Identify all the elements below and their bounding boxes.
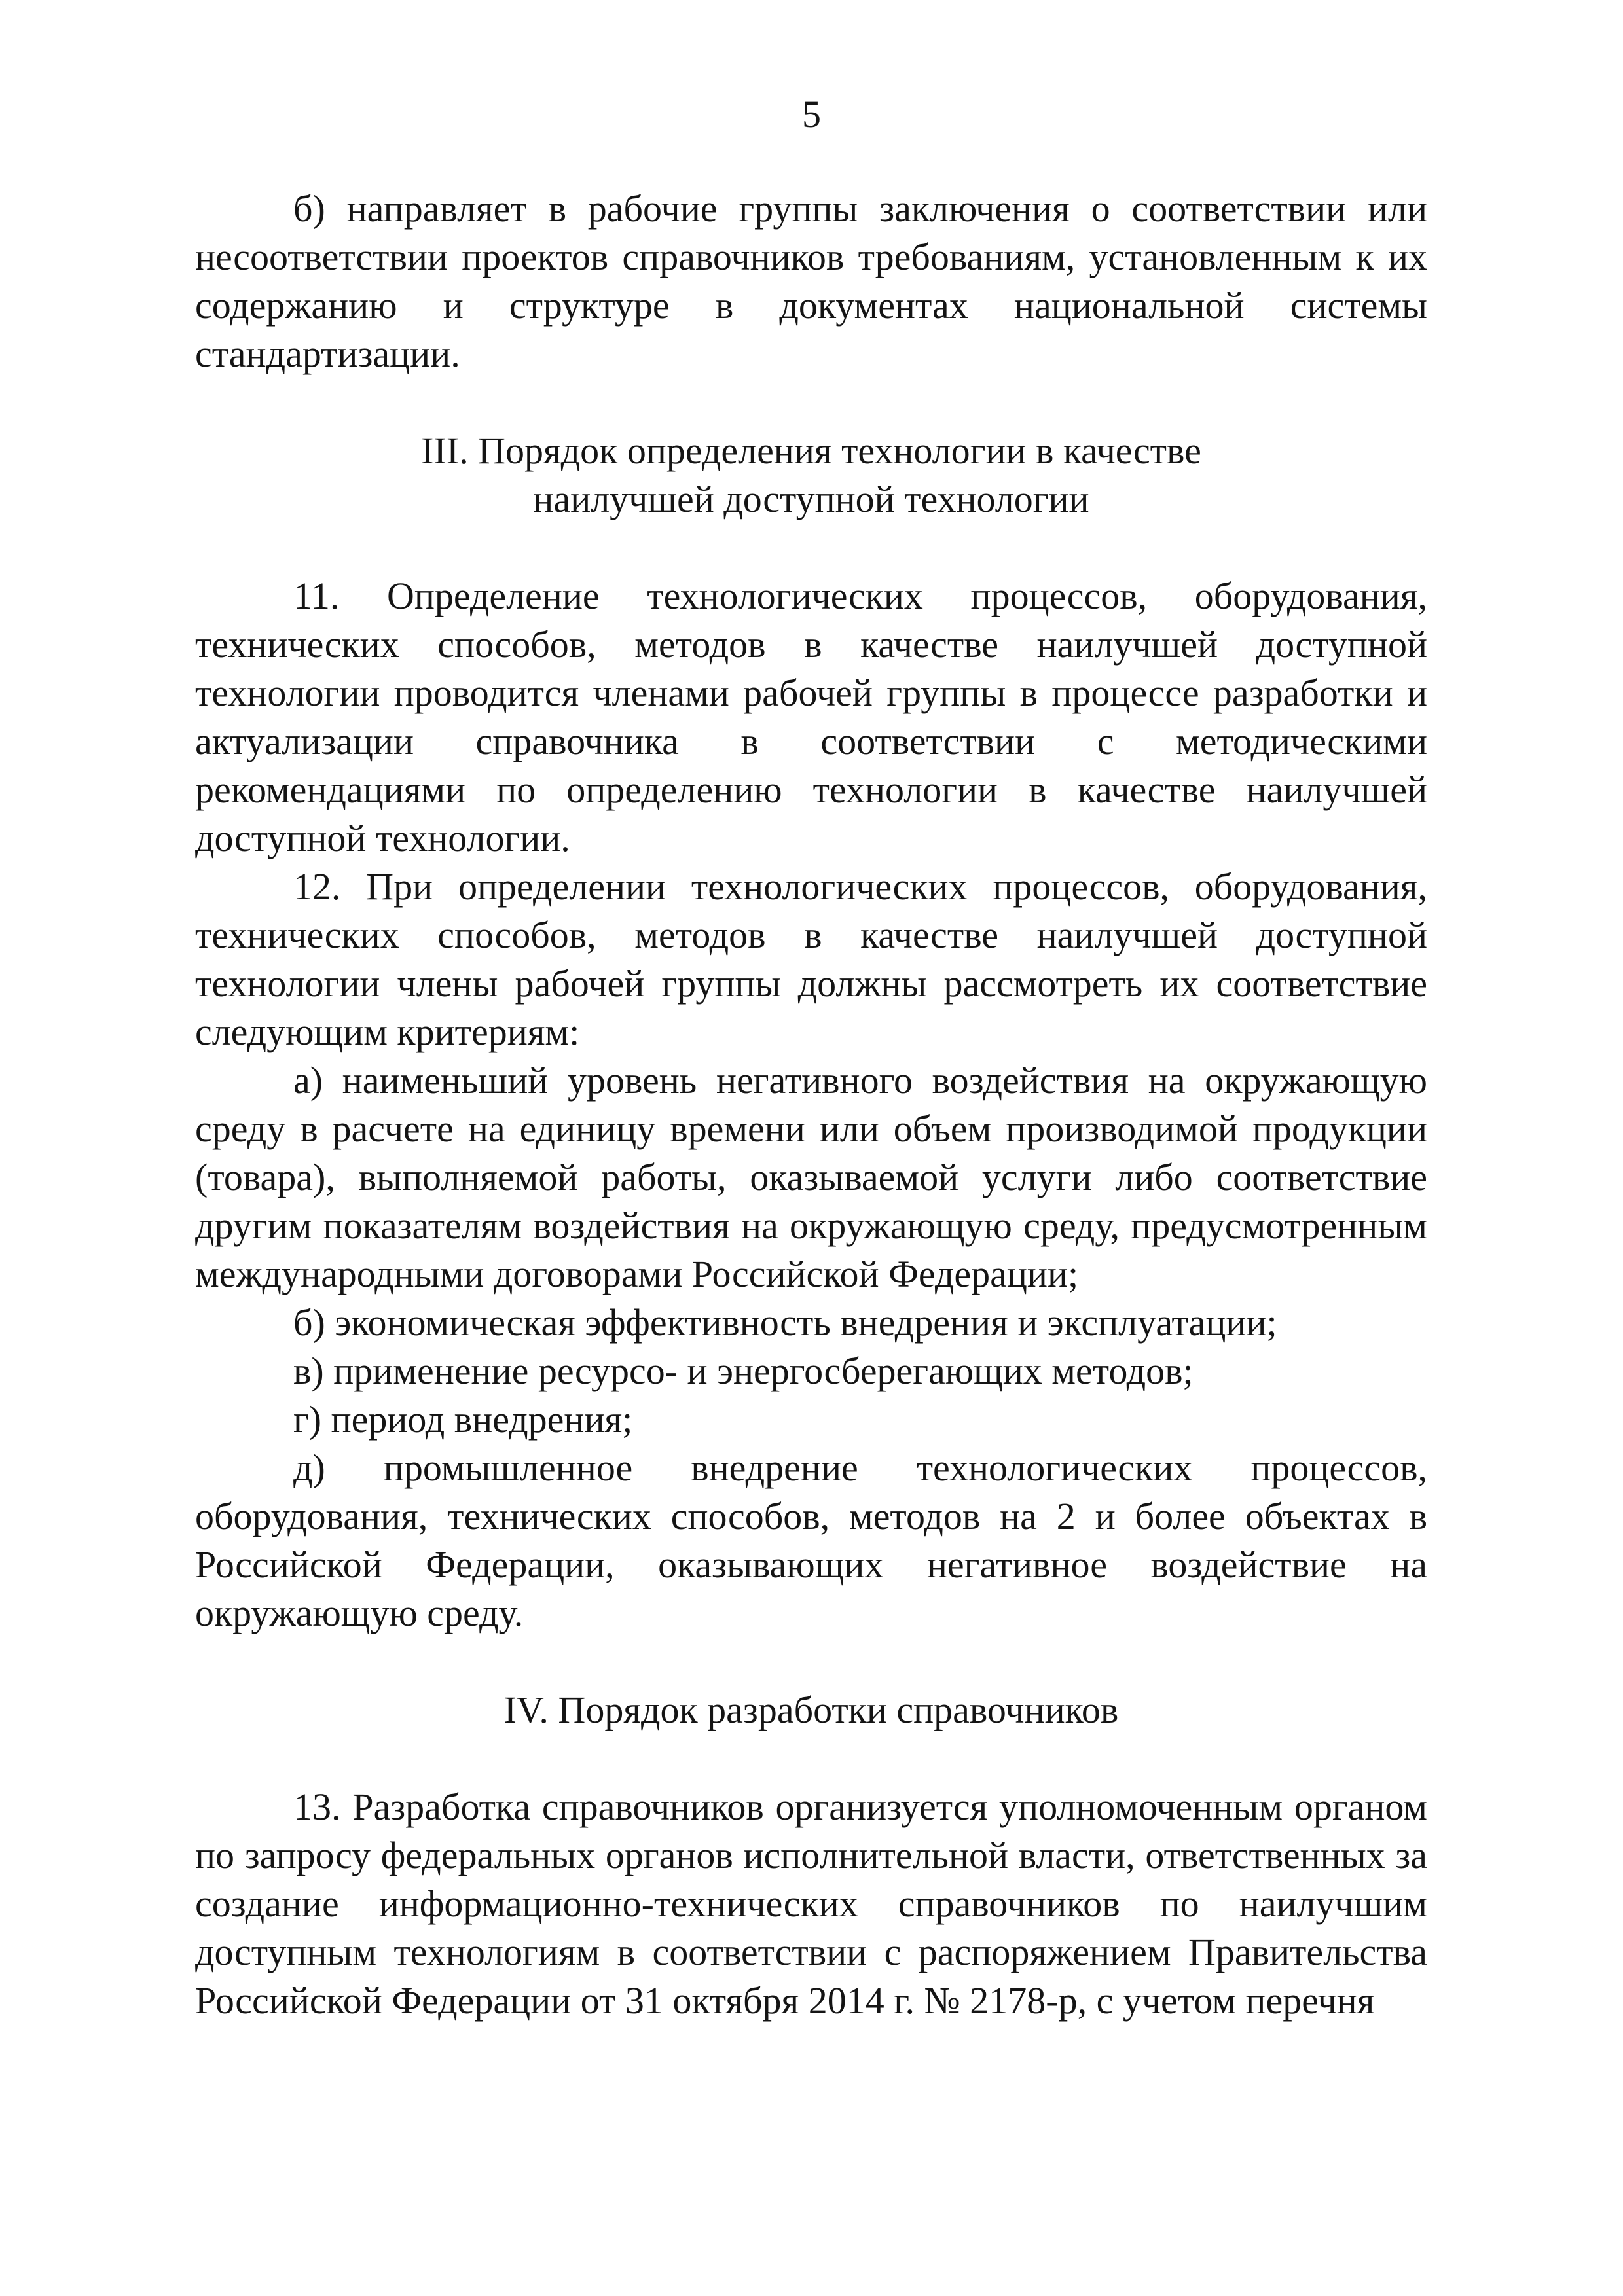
- spacer: [195, 1638, 1427, 1686]
- paragraph-12-v: в) применение ресурсо- и энергосберегающих методов;: [293, 1350, 1194, 1392]
- section-4-heading: [195, 1686, 1427, 1734]
- paragraph-12-a: а) наименьший уровень негативного воздействия на окружающую среду в расчете на единицу времени или объем производимой продукции (товара), выполняемой работы, оказываемой услуги либо соответствие другим показателям воздействия на окружающую среду, предусмотренным международными договорами Российской Федерации;: [195, 1059, 1427, 1295]
- page-number: 5: [802, 93, 821, 135]
- spacer: [195, 378, 1427, 427]
- paragraph-12-d: д) промышленное внедрение технологических процессов, оборудования, технических способов, методов на 2 и более объектах в Российской Федерации, оказывающих негативное воздействие на окружающую среду.: [195, 1446, 1427, 1634]
- section-3-heading-line-2: наилучшей доступной технологии: [533, 478, 1089, 520]
- paragraph-12-b: б) экономическая эффективность внедрения и эксплуатации;: [293, 1301, 1277, 1344]
- spacer: [195, 1734, 1427, 1783]
- spacer: [195, 524, 1427, 572]
- section-3-heading-line-1: III. Порядок определения технологии в качестве: [421, 429, 1201, 472]
- document-body: [195, 185, 1427, 2025]
- section-4-heading-line: IV. Порядок разработки справочников: [503, 1689, 1119, 1731]
- paragraph-intro-b: б) направляет в рабочие группы заключения о соответствии или несоответствии проектов справочников требованиям, установленным к их содержанию и структуре в документах национальной системы стандартизации.: [195, 187, 1427, 375]
- paragraph-12-g: г) период внедрения;: [293, 1398, 633, 1441]
- paragraph-11: 11. Определение технологических процессов, оборудования, технических способов, методов в качестве наилучшей доступной технологии проводится членами рабочей группы в процессе разработки и актуализации справочника в соответствии с методическими рекомендациями по определению технологии в качестве наилучшей доступной технологии.: [195, 575, 1427, 859]
- section-3-heading: [195, 427, 1427, 524]
- paragraph-13: 13. Разработка справочников организуется уполномоченным органом по запросу федеральных органов исполнительной власти, ответственных за создание информационно-технических справочников по наилучшим доступным технологиям в соответствии с распоряжением Правительства Российской Федерации от 31 октября 2014 г. № 2178-р, с учетом перечня: [195, 1785, 1427, 2022]
- paragraph-12: 12. При определении технологических процессов, оборудования, технических способов, методов в качестве наилучшей доступной технологии члены рабочей группы должны рассмотреть их соответствие следующим критериям:: [195, 865, 1427, 1053]
